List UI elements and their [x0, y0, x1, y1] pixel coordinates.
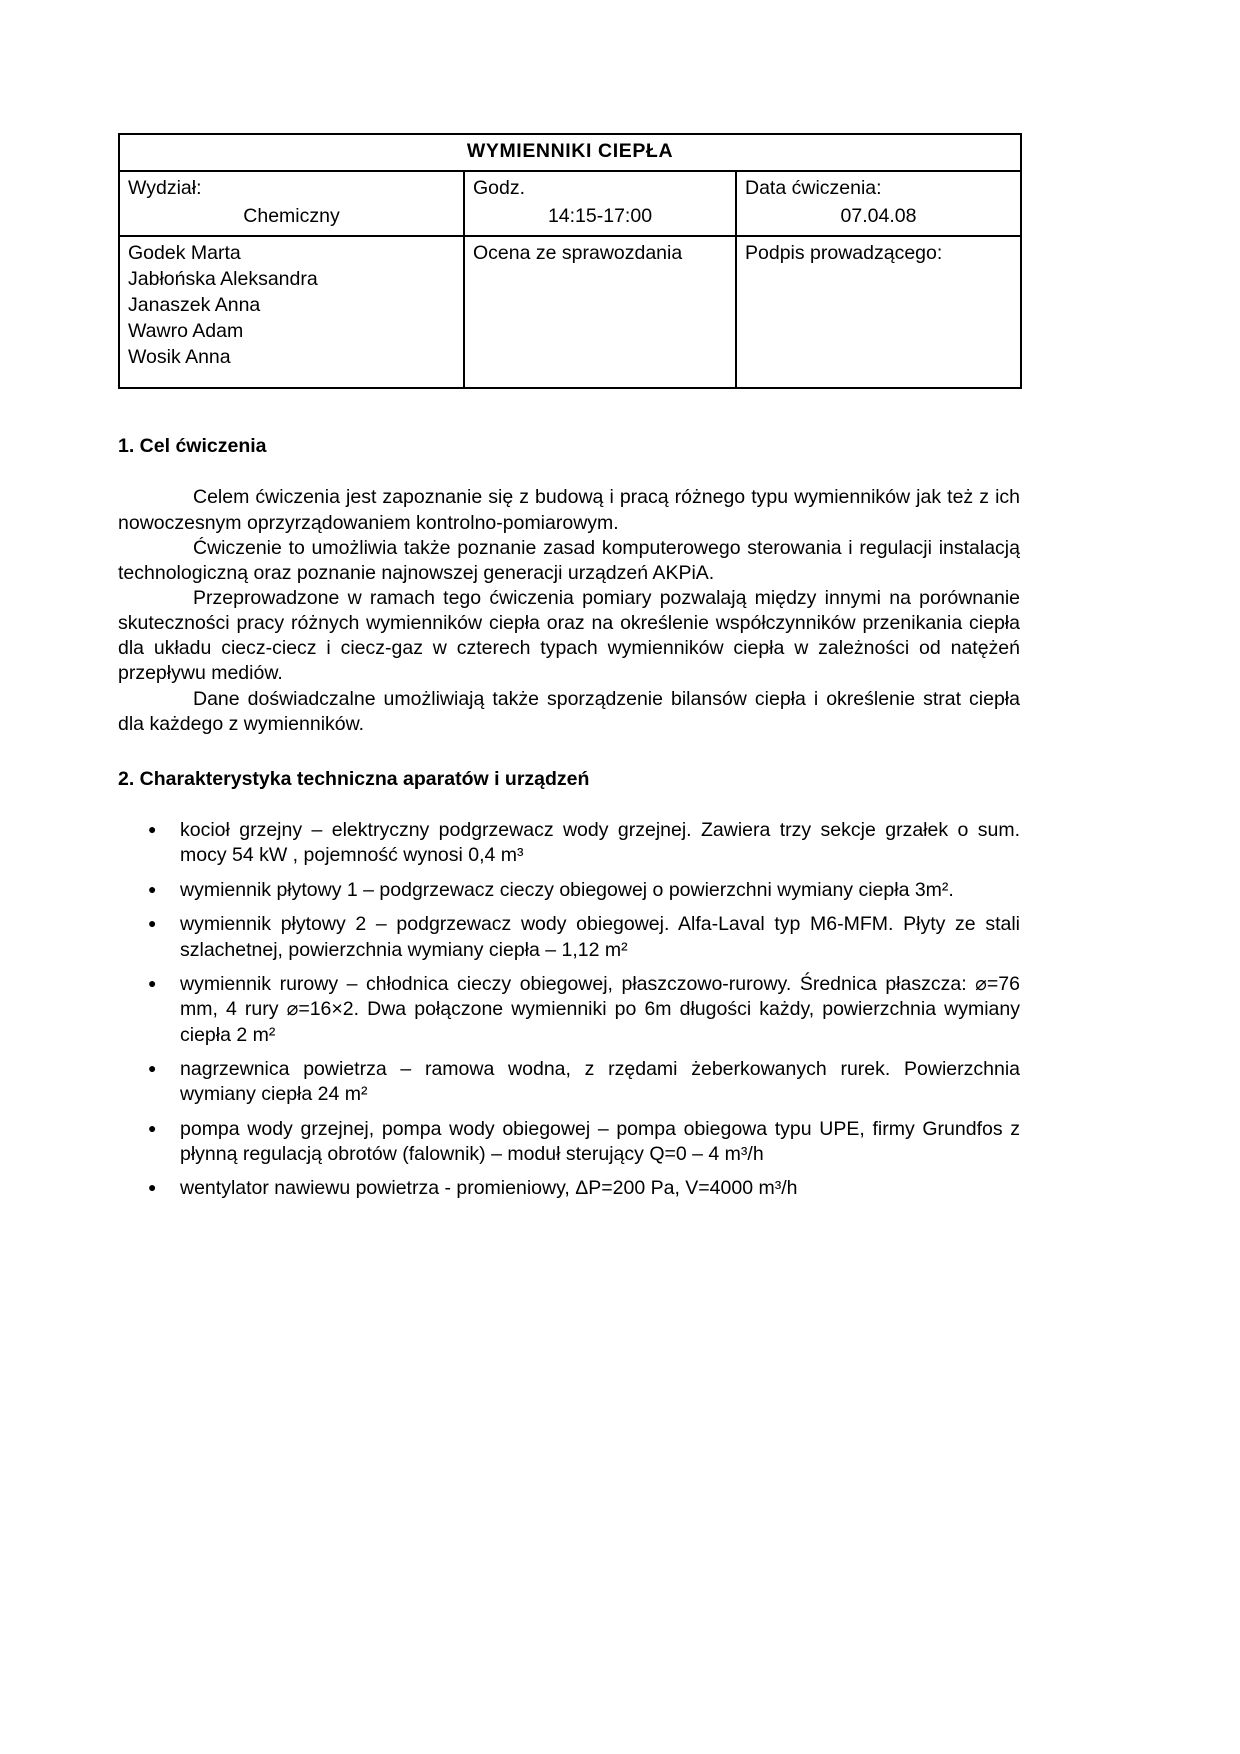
hours-label: Godz. [473, 177, 526, 200]
section-1-paragraph: Ćwiczenie to umożliwia także poznanie zasad komputerowego sterowania i regulacji instalacją technologiczną oraz poznanie najnowszej generacji urządzeń AKPiA. [118, 536, 1020, 584]
table-row-title [119, 134, 1021, 171]
document-content [118, 133, 1020, 1211]
student-name: Wawro Adam [128, 319, 244, 342]
spacer [118, 792, 1020, 818]
table-row-students [119, 236, 1021, 388]
section-1-paragraph: Dane doświadczalne umożliwiają także sporządzenie bilansów ciepła i określenie strat ciepła dla każdego z wymienników. [118, 687, 1020, 735]
spacer [118, 389, 1020, 434]
student-name: Wosik Anna [128, 345, 231, 368]
student-name: Janaszek Anna [128, 293, 261, 316]
section-1-heading: 1. Cel ćwiczenia [118, 435, 267, 458]
list-item: ● wymiennik rurowy – chłodnica cieczy obiegowej, płaszczowo-rurowy. Średnica płaszcza: ⌀=76 mm, 4 rury ⌀=16×2. Dwa połączone wymienniki po 6m długości każdy, powierzchnia wymiany ciepła 2 m² [118, 972, 1020, 1048]
report-header-table [118, 133, 1022, 389]
section-1-paragraph: Przeprowadzone w ramach tego ćwiczenia pomiary pozwalają między innymi na porównanie skuteczności pracy różnych wymienników ciepła oraz na określenie współczynników przenikania ciepła dla układu ciecz-ciecz i ciecz-gaz w czterech typach wymienników ciepła w zależności od natężeń przepływu mediów. [118, 586, 1020, 685]
cell-date [736, 171, 1021, 236]
list-item: ● pompa wody grzejnej, pompa wody obiegowej – pompa obiegowa typu UPE, firmy Grundfos z płynną regulacją obrotów (falownik) – moduł sterujący Q=0 – 4 m³/h [118, 1117, 1020, 1168]
list-item: ● wymiennik płytowy 1 – podgrzewacz cieczy obiegowej o powierzchni wymiany ciepła 3m². [118, 878, 1020, 903]
date-value: 07.04.08 [840, 204, 917, 227]
list-item: ● kocioł grzejny – elektryczny podgrzewacz wody grzejnej. Zawiera trzy sekcje grzałek o sum. mocy 54 kW , pojemność wynosi 0,4 m³ [118, 818, 1020, 869]
cell-grade [464, 236, 736, 388]
cell-hours [464, 171, 736, 236]
cell-faculty [119, 171, 464, 236]
list-item: ● wymiennik płytowy 2 – podgrzewacz wody obiegowej. Alfa-Laval typ M6-MFM. Płyty ze stali szlachetnej, powierzchnia wymiany ciepła – 1,12 m² [118, 912, 1020, 963]
spacer [118, 737, 1020, 767]
cell-signature [736, 236, 1021, 388]
report-title: WYMIENNIKI CIEPŁA [119, 134, 1021, 171]
student-name: Jabłońska Aleksandra [128, 267, 318, 290]
spacer [118, 459, 1020, 485]
cell-student-names [119, 236, 464, 388]
student-name: Godek Marta [128, 242, 241, 265]
section-1-paragraph: Celem ćwiczenia jest zapoznanie się z budową i pracą różnego typu wymienników jak też z ich nowoczesnym oprzyrządowaniem kontrolno-pomiarowym. [118, 486, 1020, 534]
signature-label: Podpis prowadzącego: [745, 242, 943, 265]
table-row-info [119, 171, 1021, 236]
section-2-heading: 2. Charakterystyka techniczna aparatów i urządzeń [118, 767, 590, 790]
list-item: ● wentylator nawiewu powietrza - promieniowy, ΔP=200 Pa, V=4000 m³/h [118, 1176, 1020, 1201]
faculty-value: Chemiczny [243, 204, 340, 227]
list-item: ● nagrzewnica powietrza – ramowa wodna, z rzędami żeberkowanych rurek. Powierzchnia wymiany ciepła 24 m² [118, 1057, 1020, 1108]
faculty-label: Wydział: [128, 177, 202, 200]
equipment-list [118, 818, 1020, 1201]
date-label: Data ćwiczenia: [745, 177, 882, 200]
hours-value: 14:15-17:00 [547, 204, 653, 227]
grade-label: Ocena ze sprawozdania [473, 242, 683, 265]
